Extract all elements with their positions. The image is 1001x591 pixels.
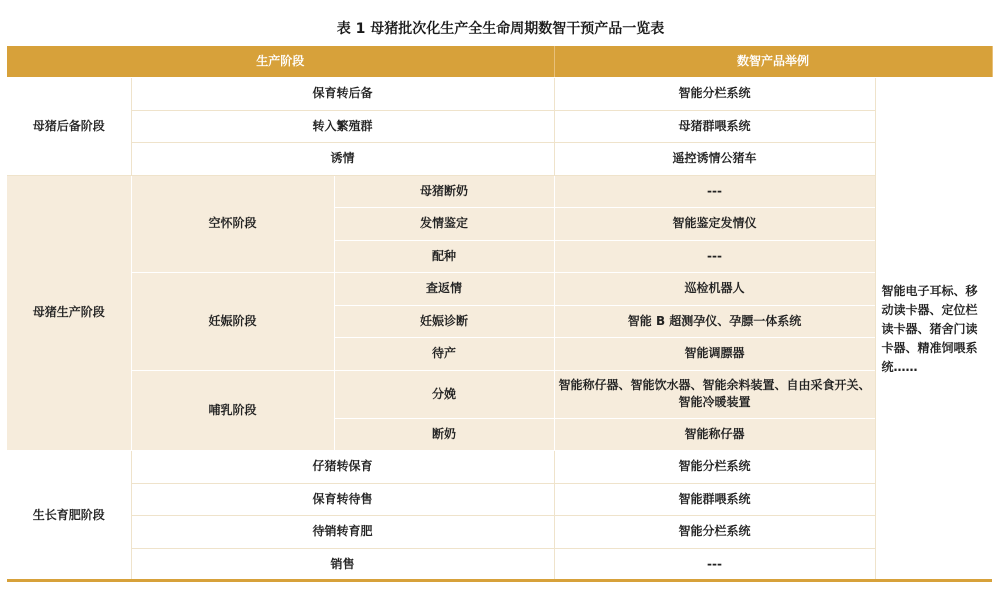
- header-products: 数智产品举例: [554, 46, 992, 78]
- table-row: [7, 370, 992, 418]
- stage-cell: 妊娠诊断: [334, 305, 554, 338]
- product-cell: 智能调膘器: [554, 338, 875, 371]
- product-cell: ---: [554, 548, 875, 581]
- product-cell: 智能称仔器、智能饮水器、智能余料装置、自由采食开关、智能冷暖装置: [554, 370, 875, 418]
- product-cell: 智能群喂系统: [554, 483, 875, 516]
- stage-cell: 配种: [334, 240, 554, 273]
- stage-cell: 查返情: [334, 273, 554, 306]
- section-label-production: 母猪生产阶段: [7, 175, 131, 451]
- product-cell: 遥控诱情公猪车: [554, 143, 875, 176]
- table-row: [7, 143, 992, 176]
- stage-cell: 保育转待售: [131, 483, 554, 516]
- subgroup-label-lactation: 哺乳阶段: [131, 370, 334, 451]
- product-cell: 智能分栏系统: [554, 516, 875, 549]
- table-row: [7, 78, 992, 111]
- table-caption: 表 1 母猪批次化生产全生命周期数智干预产品一览表: [336, 21, 665, 37]
- subgroup-label-empty: 空怀阶段: [131, 175, 334, 273]
- product-cell: ---: [554, 240, 875, 273]
- stage-cell: 分娩: [334, 370, 554, 418]
- table-row: [7, 175, 992, 208]
- stage-cell: 待销转育肥: [131, 516, 554, 549]
- stage-cell: 转入繁殖群: [131, 110, 554, 143]
- stage-cell: 待产: [334, 338, 554, 371]
- product-cell: 智能鉴定发情仪: [554, 208, 875, 241]
- product-cell: 智能 B 超测孕仪、孕膘一体系统: [554, 305, 875, 338]
- stage-cell: 诱情: [131, 143, 554, 176]
- product-cell: 巡检机器人: [554, 273, 875, 306]
- subgroup-label-pregnant: 妊娠阶段: [131, 273, 334, 371]
- table-row: [7, 483, 992, 516]
- table-row: [7, 451, 992, 484]
- product-table: [7, 46, 993, 581]
- table-row: [7, 548, 992, 581]
- stage-cell: 保育转后备: [131, 78, 554, 111]
- product-cell: 智能分栏系统: [554, 78, 875, 111]
- stage-cell: 断奶: [334, 418, 554, 451]
- bottom-rule: [7, 579, 992, 582]
- product-cell: 智能称仔器: [554, 418, 875, 451]
- product-cell: 母猪群喂系统: [554, 110, 875, 143]
- section-label-growth: 生长育肥阶段: [7, 451, 131, 581]
- product-cell: 智能分栏系统: [554, 451, 875, 484]
- stage-cell: 发情鉴定: [334, 208, 554, 241]
- stage-cell: 仔猪转保育: [131, 451, 554, 484]
- table-row: [7, 273, 992, 306]
- header-stage: 生产阶段: [7, 46, 554, 78]
- product-cell: ---: [554, 175, 875, 208]
- table-row: [7, 516, 992, 549]
- section-label-reserve: 母猪后备阶段: [7, 78, 131, 176]
- side-note: 智能电子耳标、移动读卡器、定位栏读卡器、猪舍门读卡器、精准饲喂系统……: [875, 78, 992, 581]
- table-row: [7, 110, 992, 143]
- stage-cell: 母猪断奶: [334, 175, 554, 208]
- stage-cell: 销售: [131, 548, 554, 581]
